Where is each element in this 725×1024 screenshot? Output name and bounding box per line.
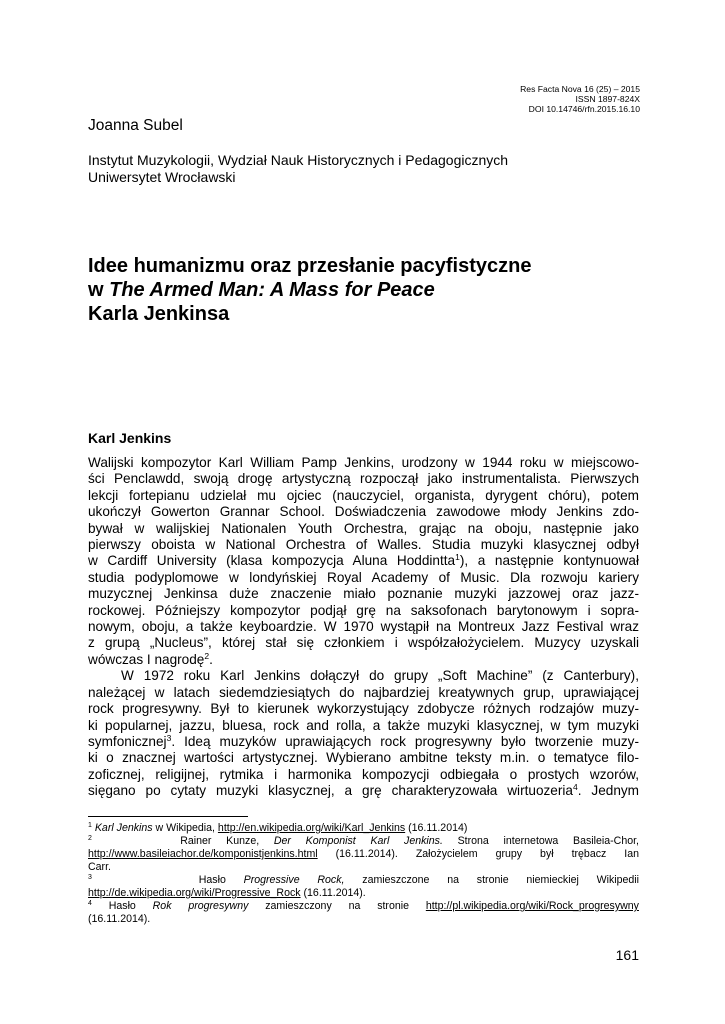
footnote-ref-4[interactable]: 4 xyxy=(572,782,578,793)
body-line: pierwszy oboista w National Orchestra of Walles. Studia muzyki klasycznej odbył xyxy=(88,537,639,553)
body-text xyxy=(88,455,639,800)
footnote-title: Karl Jenkins xyxy=(94,822,153,834)
author-name: Joanna Subel xyxy=(88,117,183,134)
footnote-text: (16.11.2014). Założycielem grupy był trębacz Ian xyxy=(317,848,639,860)
affiliation xyxy=(88,152,508,186)
text-run: symfonicznej xyxy=(88,733,167,749)
title-line-1: Idee humanizmu oraz przesłanie pacyfistyczne xyxy=(88,255,532,277)
footnote-3 xyxy=(88,874,639,887)
doi: DOI 10.14746/rfn.2015.16.10 xyxy=(528,104,640,114)
article-title xyxy=(88,254,531,326)
issn: ISSN 1897-824X xyxy=(575,94,640,104)
body-line: lekcji fortepianu udzielał mu ojciec (nauczyciel, organista, dyrygent chóru), potem xyxy=(88,487,639,503)
text-run: ), a następnie kontynuował xyxy=(459,553,639,569)
text-run: w Cardiff University (klasa kompozycja Aluna Hoddintta xyxy=(88,553,456,569)
text-run: wówczas I nagrodę xyxy=(88,651,205,667)
body-line: Walijski kompozytor Karl William Pamp Jenkins, urodzony w 1944 roku w miejscowo- xyxy=(88,455,639,470)
footnote-text: Hasło xyxy=(91,900,153,912)
body-line: rockowej. Późniejszy kompozytor podjął grę na saksofonach barytonowym i sopra- xyxy=(88,602,639,618)
body-line: ki o znacznej wartości artystycznej. Wybierano ambitne teksty m.in. o tematyce filo- xyxy=(88,750,639,766)
footnote-title: Progressive Rock, xyxy=(243,874,345,886)
text-run: . Jednym xyxy=(577,783,639,799)
body-line xyxy=(88,734,639,750)
footnote-4-cont: (16.11.2014). xyxy=(88,913,151,925)
footnote-text: w Wikipedia, xyxy=(152,822,218,834)
footnote-title: Rok progresywny xyxy=(152,900,249,912)
footnote-number: 4 xyxy=(88,900,92,907)
footnote-text: Strona internetowa Basileia-Chor, xyxy=(442,835,639,847)
footnotes xyxy=(88,822,639,926)
page-number: 161 xyxy=(615,947,639,963)
journal-metadata xyxy=(520,84,640,114)
footnote-text: Hasło xyxy=(198,874,244,886)
footnote-text: Rainer Kunze, xyxy=(180,835,274,847)
title-line-2 xyxy=(88,278,531,302)
footnote-1 xyxy=(88,822,639,835)
footnote-number: 1 xyxy=(88,822,92,829)
body-line: z grupą „Nucleus”, której stał się członkiem i współzałożycielem. Muzycy uzyskali xyxy=(88,635,639,651)
footnote-4 xyxy=(88,900,639,913)
affiliation-institute: Instytut Muzykologii, Wydział Nauk Historycznych i Pedagogicznych xyxy=(88,152,509,168)
body-line: studia podyplomowe w londyńskiej Royal Academy of Music. Dla rozwoju kariery xyxy=(88,569,639,585)
footnote-3-cont xyxy=(88,887,639,900)
affiliation-university: Uniwersytet Wrocławski xyxy=(88,169,236,185)
body-line: nowym, oboju, a także keyboardzie. W 1970 wystąpił na Montreux Jazz Festival wraz xyxy=(88,619,639,635)
footnote-2 xyxy=(88,835,639,848)
section-heading: Karl Jenkins xyxy=(88,430,172,446)
footnote-text: (16.11.2014). xyxy=(300,887,366,899)
footnote-link[interactable]: http://pl.wikipedia.org/wiki/Rock_progresywny xyxy=(425,900,639,912)
body-line xyxy=(88,553,639,569)
footnote-link[interactable]: http://en.wikipedia.org/wiki/Karl_Jenkins xyxy=(217,822,406,834)
body-line: zoficznej, religijnej, rytmika i harmonika kompozycji odbiegała o prostych wzorów, xyxy=(88,766,639,782)
footnote-text: zamieszczony na stronie xyxy=(248,900,426,912)
body-line xyxy=(88,783,639,799)
body-line: ści Penclawdd, swoją drogę artystyczną rozpoczął jako instrumentalista. Pierwszych xyxy=(88,471,639,487)
title-work-name: The Armed Man: A Mass for Peace xyxy=(109,279,435,301)
footnote-text: (16.11.2014) xyxy=(405,822,468,834)
text-run: . xyxy=(209,651,213,667)
body-line: należącej w latach siedemdziesiątych do najbardziej kreatywnych grup, uprawiającej xyxy=(88,684,639,700)
footnote-ref-3[interactable]: 3 xyxy=(166,732,172,743)
footnote-text: zamieszczone na stronie niemieckiej Wikipedii xyxy=(344,874,640,886)
footnote-2-end: Carr. xyxy=(88,861,111,873)
body-line: ki popularnej, jazzu, bluesa, rock and rolla, a także muzyki klasycznej, w tym muzyki xyxy=(88,717,639,733)
footnote-divider xyxy=(88,816,248,817)
footnote-number: 3 xyxy=(88,874,92,881)
text-run: . Ideą muzyków uprawiających rock progresywny było tworzenie muzy- xyxy=(171,733,639,749)
title-prefix: w xyxy=(88,279,110,301)
footnote-number: 2 xyxy=(88,835,92,842)
footnote-link[interactable]: http://www.basileiachor.de/komponistjenkins.html xyxy=(88,848,318,860)
body-line: bywał w walijskiej Nationalen Youth Orchestra, grając na oboju, następnie jako xyxy=(88,520,639,536)
body-line: W 1972 roku Karl Jenkins dołączył do grupy „Soft Machine” (z Canterbury), xyxy=(121,668,639,684)
body-line: rock progresywny. Był to kierunek wykorzystujący zdobycze różnych rodzajów muzy- xyxy=(88,701,639,717)
footnote-title: Der Komponist Karl Jenkins. xyxy=(273,835,443,847)
journal-citation: Res Facta Nova 16 (25) – 2015 xyxy=(520,84,640,94)
footnote-2-cont xyxy=(88,848,639,861)
footnote-link[interactable]: http://de.wikipedia.org/wiki/Progressive_Rock xyxy=(88,887,301,899)
body-line: ukończył Gowerton Grannar School. Doświadczenia zawodowe młody Jenkins zdo- xyxy=(88,504,639,520)
body-line: muzycznej Jenkinsa duże znaczenie miało poznanie muzyki jazzowej oraz jazz- xyxy=(88,586,639,602)
body-line xyxy=(88,652,639,668)
text-run: sięgano po cytaty muzyki klasycznej, a grę charakteryzowała wirtuozeria xyxy=(88,783,573,799)
footnote-ref-1[interactable]: 1 xyxy=(455,552,460,563)
title-line-3: Karla Jenkinsa xyxy=(88,303,230,325)
footnote-ref-2[interactable]: 2 xyxy=(204,650,210,661)
